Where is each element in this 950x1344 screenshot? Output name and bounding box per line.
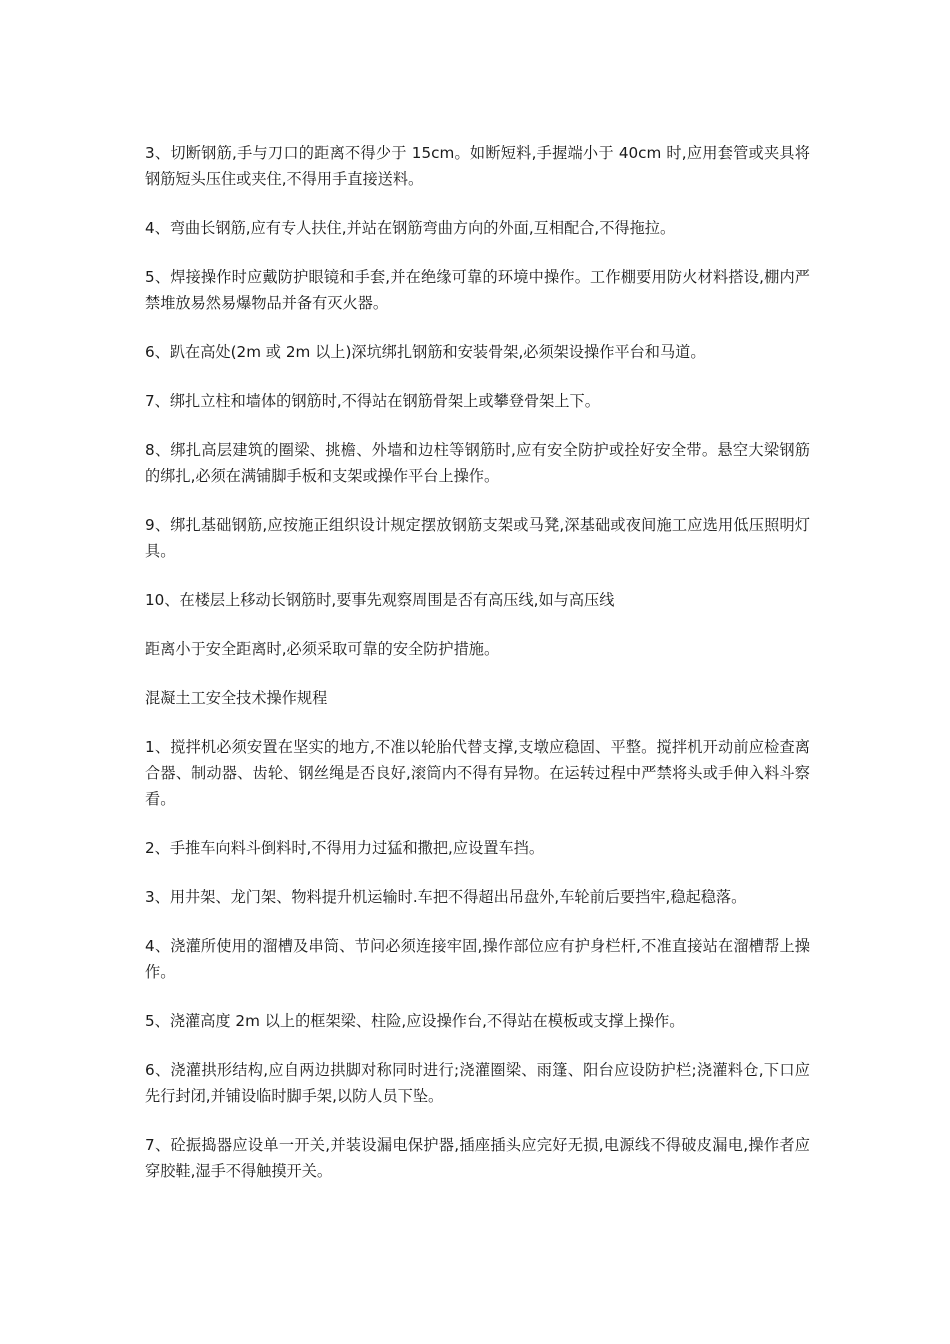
paragraph-item-10-moving-rebar: 10、在楼层上移动长钢筋时,要事先观察周围是否有高压线,如与高压线 — [145, 591, 615, 609]
paragraph-item-7-vibrator: 7、砼振捣器应设单一开关,并装设漏电保护器,插座插头应完好无损,电源线不得破皮漏电,操作者应穿胶鞋,湿手不得触摸开关。 — [145, 1136, 810, 1180]
document-page — [145, 140, 810, 1207]
paragraph-item-5-welding: 5、焊接操作时应戴防护眼镜和手套,并在绝缘可靠的环境中操作。工作棚要用防火材料搭设,棚内严禁堆放易然易爆物品并备有灭火器。 — [145, 268, 810, 312]
paragraph-item-3-hoist-transport: 3、用井架、龙门架、物料提升机运输时.车把不得超出吊盘外,车轮前后要挡牢,稳起稳落。 — [145, 888, 747, 906]
paragraph-item-4-chute: 4、浇灌所使用的溜槽及串筒、节问必须连接牢固,操作部位应有护身栏杆,不准直接站在溜槽帮上操作。 — [145, 937, 810, 981]
paragraph-item-8-high-rise-binding: 8、绑扎高层建筑的圈梁、挑檐、外墙和边柱等钢筋时,应有安全防护或拴好安全带。悬空大梁钢筋的绑扎,必须在满铺脚手板和支架或操作平台上操作。 — [145, 441, 810, 485]
paragraph-item-4-rebar-bending: 4、弯曲长钢筋,应有专人扶住,并站在钢筋弯曲方向的外面,互相配合,不得拖拉。 — [145, 219, 676, 237]
paragraph-item-7-column-binding: 7、绑扎立柱和墙体的钢筋时,不得站在钢筋骨架上或攀登骨架上下。 — [145, 392, 600, 410]
paragraph-item-5-pouring-height: 5、浇灌高度 2m 以上的框架梁、柱险,应设操作台,不得站在模板或支撑上操作。 — [145, 1012, 685, 1030]
paragraph-item-6-arch-pouring: 6、浇灌拱形结构,应自两边拱脚对称同时进行;浇灌圈梁、雨篷、阳台应设防护栏;浇灌料仓,下口应先行封闭,并铺设临时脚手架,以防人员下坠。 — [145, 1061, 810, 1105]
paragraph-item-9-foundation-binding: 9、绑扎基础钢筋,应按施正组织设计规定摆放钢筋支架或马凳,深基础或夜间施工应选用低压照明灯具。 — [145, 516, 810, 560]
section-heading: 混凝土工安全技术操作规程 — [145, 689, 328, 707]
paragraph-item-2-handcart: 2、手推车向料斗倒料时,不得用力过猛和撒把,应设置车挡。 — [145, 839, 545, 857]
paragraph-item-3-rebar-cutting: 3、切断钢筋,手与刀口的距离不得少于 15cm。如断短料,手握端小于 40cm 时,应用套管或夹具将钢筋短头压住或夹住,不得用手直接送料。 — [145, 144, 810, 188]
paragraph-item-1-mixer: 1、搅拌机必须安置在坚实的地方,不准以轮胎代替支撑,支墩应稳固、平整。搅拌机开动前应检查离合器、制动器、齿轮、钢丝绳是否良好,滚筒内不得有异物。在运转过程中严禁将头或手伸入料斗察看。 — [145, 738, 810, 808]
paragraph-item-6-height-work: 6、趴在高处(2m 或 2m 以上)深坑绑扎钢筋和安装骨架,必须架设操作平台和马道。 — [145, 343, 706, 361]
paragraph-continuation: 距离小于安全距离时,必须采取可靠的安全防护措施。 — [145, 640, 500, 658]
